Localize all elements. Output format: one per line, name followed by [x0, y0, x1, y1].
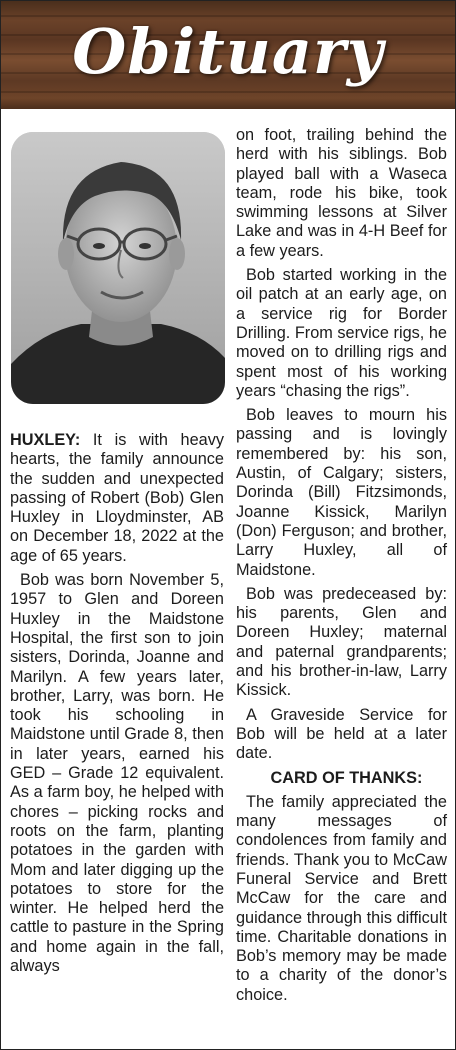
- portrait-image: [11, 132, 225, 404]
- predeceased-paragraph: Bob was predeceased by: his parents, Glen and Doreen Huxley; maternal and paternal grandparents; and his brother-in-law, Larry Kissick.: [236, 584, 447, 700]
- thanks-heading: CARD OF THANKS:: [270, 768, 423, 787]
- banner-title: Obituary: [72, 15, 384, 88]
- surname-lead: HUXLEY:: [10, 431, 81, 449]
- service-paragraph: A Graveside Service for Bob will be held at a later date.: [236, 705, 447, 763]
- career-paragraph: Bob started working in the oil patch at an early age, on a service rig for Border Drilling. From service rigs, he moved on to drilling rigs and spent most of his working years “chasing the rigs”.: [236, 266, 447, 400]
- portrait-photo: [11, 132, 225, 404]
- left-column: [10, 431, 224, 981]
- right-column: [236, 126, 447, 1010]
- survivors-paragraph: Bob leaves to mourn his passing and is lovingly remembered by: his son, Austin, of Calgary; sisters, Dorinda (Bill) Fitzsimonds, Joanne Kissick, Marilyn (Don) Ferguson; and brother, Larry Huxley, all of Maidstone.: [236, 406, 447, 579]
- early-life-continued: on foot, trailing behind the herd with his siblings. Bob played ball with a Waseca team, rode his bike, took swimming lessons at Silver Lake and was in 4-H Beef for a few years.: [236, 126, 447, 260]
- obituary-banner: [1, 1, 455, 109]
- early-life-paragraph: Bob was born November 5, 1957 to Glen and Doreen Huxley in the Maidstone Hospital, the first son to join sisters, Dorinda, Joanne and Marilyn. A few years later, brother, Larry, was born. He took his schooling in Maidstone until Grade 8, then in later years, earned his GED – Grade 12 equivalent. As a farm boy, he helped with chores – picking rocks and roots on the farm, planting potatoes in the garden with Mom and later digging up the potatoes to store for the winter. He helped herd the cattle to pasture in the Spring and home again in the fall, always: [10, 571, 224, 976]
- announcement-paragraph: [10, 431, 224, 566]
- thanks-paragraph: The family appreciated the many messages of condolences from family and friends. Thank you to McCaw Funeral Service and Brett McCaw for the care and guidance through this difficult time. Charitable donations in Bob’s memory may be made to a charity of the donor’s choice.: [236, 792, 447, 1004]
- announcement-text: It is with heavy hearts, the family announce the sudden and unexpected passing of Robert (Bob) Glen Huxley in Lloydminster, AB on December 18, 2022 at the age of 65 years.: [10, 431, 224, 565]
